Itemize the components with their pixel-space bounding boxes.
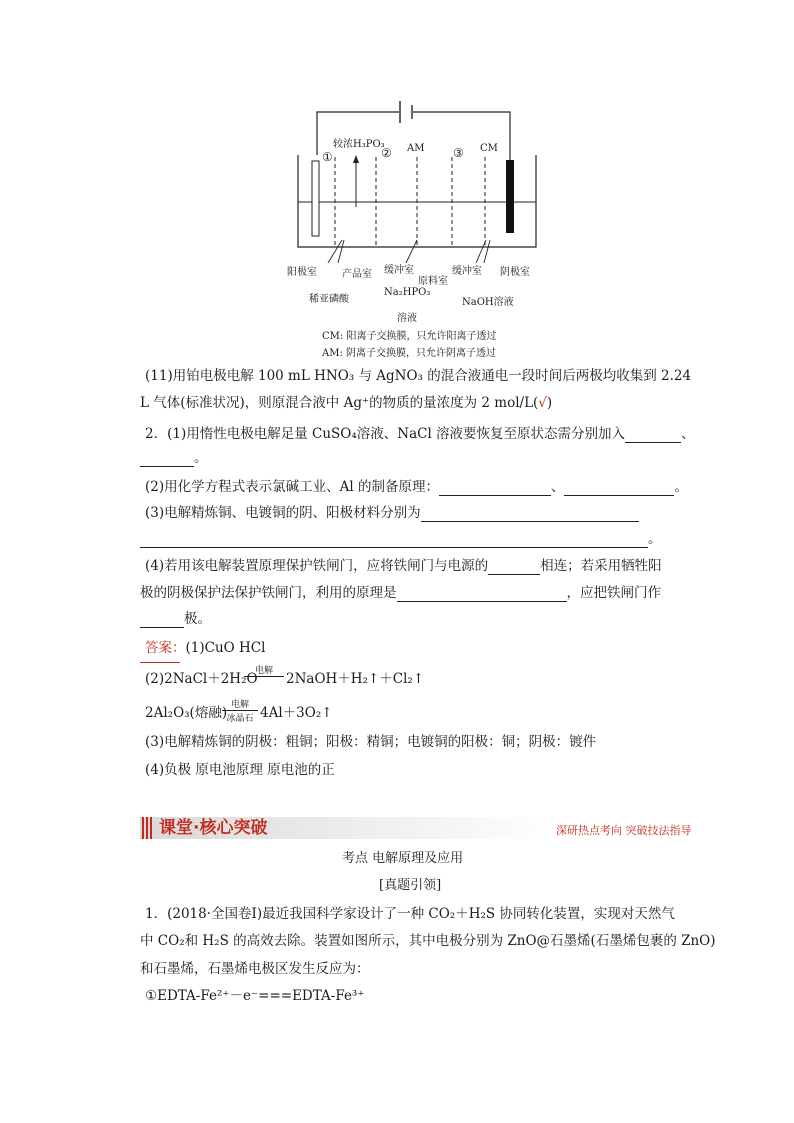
condition-top: 电解 bbox=[254, 666, 273, 676]
answer-label: 答案： bbox=[145, 640, 186, 656]
q11-line2-text: L 气体(标准状况)，则原混合液中 Ag⁺的物质的量浓度为 2 mol/L( bbox=[140, 395, 539, 411]
answer-blank[interactable] bbox=[625, 428, 681, 443]
q2-part3-text: (3)电解精炼铜、电镀铜的阴、阳极材料分别为 bbox=[145, 505, 421, 521]
answer-line2-right: 2NaOH＋H₂↑＋Cl₂↑ bbox=[286, 671, 425, 687]
condition-line bbox=[244, 676, 284, 677]
q2-part1-cont bbox=[140, 449, 208, 467]
label-solution: 溶液 bbox=[397, 313, 417, 324]
answer-blank[interactable] bbox=[421, 507, 639, 522]
p1-line3: 和石墨烯，石墨烯电极区发生反应为： bbox=[140, 961, 370, 977]
q2-part4-text-e: 极。 bbox=[184, 611, 211, 627]
label-cathode-room: 阴极室 bbox=[500, 267, 530, 278]
answer-blank[interactable] bbox=[397, 587, 567, 602]
q2-part3 bbox=[145, 504, 639, 522]
q2-part4-text-c: 极的阴极保护法保护铁闸门，利用的原理是 bbox=[140, 585, 397, 601]
label-circle-2: ② bbox=[381, 146, 392, 160]
period: 。 bbox=[194, 450, 208, 466]
separator: 、 bbox=[550, 479, 565, 495]
label-dilute-acid: 稀亚磷酸 bbox=[309, 294, 349, 305]
separator: 、 bbox=[681, 426, 695, 442]
banner-bars-icon bbox=[142, 817, 154, 839]
label-buffer-room-2: 缓冲室 bbox=[452, 266, 482, 277]
p1-line4: ①EDTA-Fe²⁺－e⁻===EDTA-Fe³⁺ bbox=[145, 988, 365, 1004]
answer-blank[interactable] bbox=[140, 613, 184, 628]
q2-part4-text-b: 相连；若采用牺牲阳 bbox=[540, 558, 662, 574]
label-circle-3: ③ bbox=[453, 146, 464, 160]
answer-blank[interactable] bbox=[488, 560, 540, 575]
label-h3po3: 较浓H₃PO₃ bbox=[333, 139, 385, 150]
label-anode-room: 阳极室 bbox=[287, 267, 317, 278]
period: 。 bbox=[674, 479, 688, 495]
q11-line2-close: ) bbox=[546, 395, 553, 411]
period: 。 bbox=[648, 531, 662, 547]
banner-title: 课堂·核心突破 bbox=[159, 818, 268, 838]
answer-blank[interactable] bbox=[439, 481, 551, 496]
label-am: AM bbox=[407, 143, 425, 154]
note-am: AM: 阴离子交换膜，只允许阴离子透过 bbox=[322, 348, 497, 359]
answer-line1 bbox=[145, 639, 265, 657]
answer-line2-left: (2)2NaCl＋2H₂O bbox=[145, 671, 258, 687]
section-title: 考点 电解原理及应用 bbox=[342, 851, 464, 866]
label-product-room: 产品室 bbox=[342, 269, 372, 280]
q2-part2 bbox=[145, 478, 688, 496]
sub-title: [真题引领] bbox=[379, 878, 442, 893]
answer-line3-left: 2Al₂O₃(熔融) bbox=[145, 705, 228, 721]
q2-part4-text-a: (4)若用该电解装置原理保护铁闸门，应将铁闸门与电源的 bbox=[145, 558, 489, 574]
label-cm: CM bbox=[480, 143, 498, 154]
q2-part4-line2 bbox=[140, 584, 661, 602]
q2-part1-text: 2．(1)用惰性电极电解足量 CuSO₄溶液、NaCl 溶液要恢复至原状态需分别加入 bbox=[145, 426, 626, 442]
condition-bottom: 冰晶石 bbox=[226, 714, 254, 724]
p1-line1: 1．(2018·全国卷Ⅰ)最近我国科学家设计了一种 CO₂＋H₂S 协同转化装置，实现对天然气 bbox=[145, 906, 675, 922]
answer-line5: (4)负极 原电池原理 原电池的正 bbox=[145, 762, 335, 778]
condition-electrolysis-cryolite bbox=[222, 697, 258, 724]
q2-part1 bbox=[145, 425, 695, 443]
condition-electrolysis bbox=[244, 663, 284, 677]
q2-part2-text: (2)用化学方程式表示氯碱工业、Al 的制备原理： bbox=[145, 479, 439, 495]
q2-part4-line3 bbox=[140, 610, 211, 628]
q2-part3-cont bbox=[140, 530, 662, 548]
answer-underline bbox=[140, 662, 180, 663]
banner-subtitle: 深研热点考向 突破技法指导 bbox=[556, 824, 692, 837]
q2-part4-line1 bbox=[145, 557, 662, 575]
condition-top: 电解 bbox=[230, 700, 249, 710]
note-cm: CM: 阳离子交换膜，只允许阳离子透过 bbox=[322, 331, 497, 342]
answer-blank[interactable] bbox=[140, 452, 194, 467]
label-circle-1: ① bbox=[322, 150, 333, 164]
answer-line3-right: 4Al＋3O₂↑ bbox=[260, 705, 333, 721]
q2-part4-text-d: ，应把铁闸门作 bbox=[566, 585, 661, 601]
answer-blank[interactable] bbox=[140, 533, 648, 548]
check-mark: √ bbox=[538, 395, 547, 411]
label-na2hpo3: Na₂HPO₃ bbox=[384, 287, 431, 298]
p1-line2: 中 CO₂和 H₂S 的高效去除。装置如图所示，其中电极分别为 ZnO@石墨烯(石墨烯包裹的 ZnO) bbox=[140, 933, 716, 949]
answer-1: (1)CuO HCl bbox=[185, 640, 266, 656]
answer-line4: (3)电解精炼铜的阴极：粗铜；阳极：精铜；电镀铜的阳极：铜；阴极：镀件 bbox=[145, 734, 597, 750]
answer-blank[interactable] bbox=[564, 481, 674, 496]
label-buffer-room-1: 缓冲室 bbox=[384, 265, 414, 276]
label-naoh: NaOH溶液 bbox=[462, 297, 514, 308]
electrolysis-diagram bbox=[280, 95, 560, 275]
label-raw-room: 原料室 bbox=[418, 276, 448, 287]
q11-line2 bbox=[140, 394, 552, 412]
q11-line1: (11)用铂电极电解 100 mL HNO₃ 与 AgNO₃ 的混合液通电一段时间后两极均收集到 2.24 bbox=[145, 368, 692, 384]
